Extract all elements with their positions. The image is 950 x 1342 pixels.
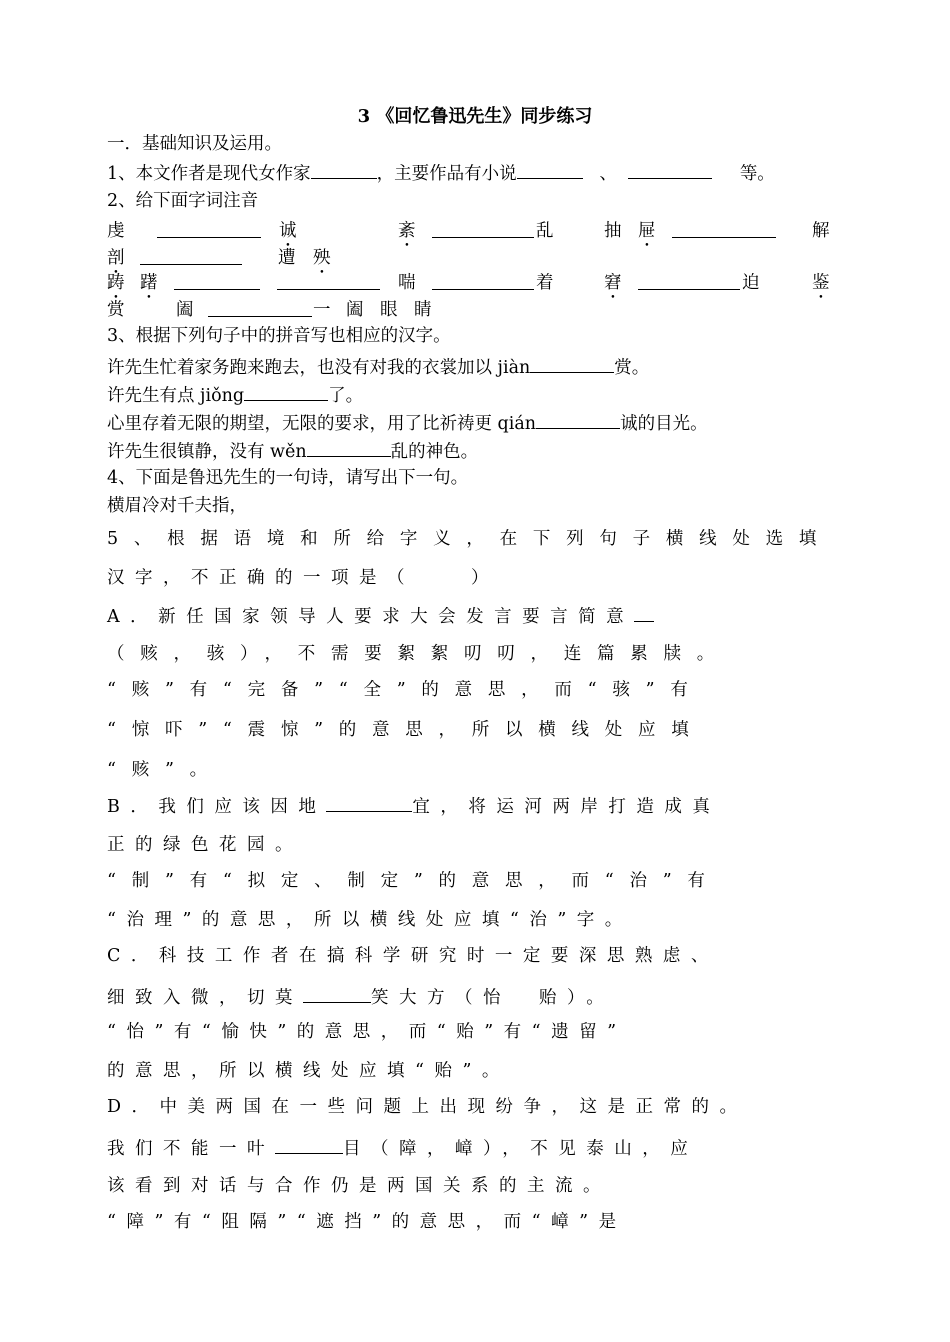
char: 解 <box>812 221 830 241</box>
answer-blank[interactable] <box>536 410 620 429</box>
answer-blank[interactable] <box>277 271 380 290</box>
char: 紊 <box>398 221 416 241</box>
option-a-line: “惊吓”“震惊”的意思，所以横线处应填 <box>107 720 705 740</box>
sentence-text: 乱的神色。 <box>390 442 479 462</box>
answer-blank[interactable] <box>303 984 371 1003</box>
char: 阖 <box>176 300 194 320</box>
answer-blank[interactable] <box>432 271 534 290</box>
answer-blank[interactable] <box>157 219 261 238</box>
option-b-line: “制”有“拟定、制定”的意思，而“治”有 <box>107 871 721 891</box>
answer-blank[interactable] <box>634 603 654 622</box>
char: 躇 <box>140 273 158 293</box>
char: 阖 <box>346 300 364 320</box>
answer-blank[interactable] <box>275 1135 343 1154</box>
char: 鉴 <box>812 273 830 293</box>
answer-blank[interactable] <box>517 160 583 179</box>
option-d: D．中美两国在一些问题上出现纷争，这是正常的。 <box>107 1097 748 1117</box>
option-a-line: “赅”。 <box>107 760 223 780</box>
answer-blank[interactable] <box>628 160 712 179</box>
answer-blank[interactable] <box>638 271 740 290</box>
option-d-line: “障”有“阻隔”“遮挡”的意思，而“嶂”是 <box>107 1212 627 1232</box>
sentence-text: 诚的目光。 <box>620 414 708 434</box>
char: 乱 <box>536 221 554 241</box>
question-5-stem: 汉字，不正确的一项是（ ） <box>107 568 499 588</box>
question-1 <box>107 160 775 186</box>
char: 屉 <box>638 221 656 241</box>
answer-blank[interactable] <box>174 271 260 290</box>
char: 殃 <box>313 248 331 268</box>
option-text: B．我们应该因地 <box>107 797 327 817</box>
option-d-line: 该看到对话与合作仍是两国关系的主流。 <box>107 1176 611 1196</box>
sentence-text: 心里存着无限的期望，无限的要求，用了比祈祷更 qián <box>107 414 537 434</box>
q1-text: 、 <box>599 164 617 184</box>
char: 剖 <box>107 248 125 268</box>
section-heading: 一．基础知识及运用。 <box>107 134 282 154</box>
option-text: A．新任国家领导人要求大会发言要言简意 <box>107 607 635 627</box>
option-c: C．科技工作者在搞科学研究时一定要深思熟虑、 <box>107 946 719 966</box>
option-text: 我们不能一叶 <box>107 1139 275 1159</box>
q1-text: 等。 <box>739 164 775 184</box>
option-a-line: （赅，骇），不需要絮絮叨叨，连篇累牍。 <box>107 644 730 664</box>
char: 睛 <box>414 300 432 320</box>
option-a <box>107 603 654 629</box>
answer-blank[interactable] <box>672 219 776 238</box>
q3-sentence-2 <box>107 382 363 408</box>
option-text: 宜，将运河两岸打造成真 <box>412 797 721 817</box>
char: 踌 <box>107 273 125 293</box>
char: 遭 <box>278 248 296 268</box>
answer-blank[interactable] <box>432 219 534 238</box>
char: 诚 <box>279 221 297 241</box>
q1-text: 1、本文作者是现代女作家 <box>107 164 311 184</box>
sentence-text: 许先生有点 jiǒng <box>107 386 245 406</box>
q3-sentence-4 <box>107 438 478 464</box>
char: 赏 <box>107 300 125 320</box>
sentence-text: 许先生很镇静，没有 wěn <box>107 442 307 462</box>
option-c-line: 的意思，所以横线处应填“贻”。 <box>107 1061 510 1081</box>
char: 一 <box>313 300 331 320</box>
option-text: 笑大方（怡 贻）。 <box>371 988 615 1008</box>
char: 抽 <box>604 221 622 241</box>
option-c-line: “怡”有“愉快”的意思，而“贻”有“遗留” <box>107 1022 627 1042</box>
q3-sentence-3 <box>107 410 708 436</box>
option-text: 目（障，嶂），不见泰山，应 <box>343 1139 699 1159</box>
question-4-heading: 4、下面是鲁迅先生的一句诗，请写出下一句。 <box>107 468 469 488</box>
question-5-heading: 5、根据语境和所给字义，在下列句子横线处选填 <box>107 529 833 549</box>
q1-text: ，主要作品有小说 <box>376 164 517 184</box>
question-3-heading: 3、根据下列句子中的拼音写也相应的汉字。 <box>107 326 451 346</box>
option-b-line: “治理”的意思，所以横线处应填“治”字。 <box>107 910 633 930</box>
sentence-text: 赏。 <box>614 358 650 378</box>
question-2-heading: 2、给下面字词注音 <box>107 191 259 211</box>
answer-blank[interactable] <box>311 160 377 179</box>
q3-sentence-1 <box>107 354 649 380</box>
char: 虔 <box>107 221 125 241</box>
answer-blank[interactable] <box>208 298 312 317</box>
answer-blank[interactable] <box>244 382 328 401</box>
poem-line: 横眉冷对千夫指， <box>107 496 247 516</box>
char: 眼 <box>380 300 398 320</box>
answer-blank[interactable] <box>140 246 242 265</box>
page-title: 3 《回忆鲁迅先生》同步练习 <box>357 106 593 127</box>
char: 窘 <box>604 273 622 293</box>
answer-blank[interactable] <box>530 354 614 373</box>
option-d-line <box>107 1135 698 1161</box>
option-b <box>107 793 720 819</box>
char: 着 <box>536 273 554 293</box>
option-c-line <box>107 984 614 1010</box>
char: 喘 <box>398 273 416 293</box>
option-text: 细致入微，切莫 <box>107 988 303 1008</box>
option-a-line: “赅”有“完备”“全”的意思，而“骇”有 <box>107 680 704 700</box>
answer-blank[interactable] <box>326 793 412 812</box>
sentence-text: 了。 <box>328 386 364 406</box>
sentence-text: 许先生忙着家务跑来跑去，也没有对我的衣裳加以 jiàn <box>107 358 531 378</box>
option-b-line: 正的绿色花园。 <box>107 835 303 855</box>
answer-blank[interactable] <box>307 438 391 457</box>
char: 迫 <box>742 273 760 293</box>
